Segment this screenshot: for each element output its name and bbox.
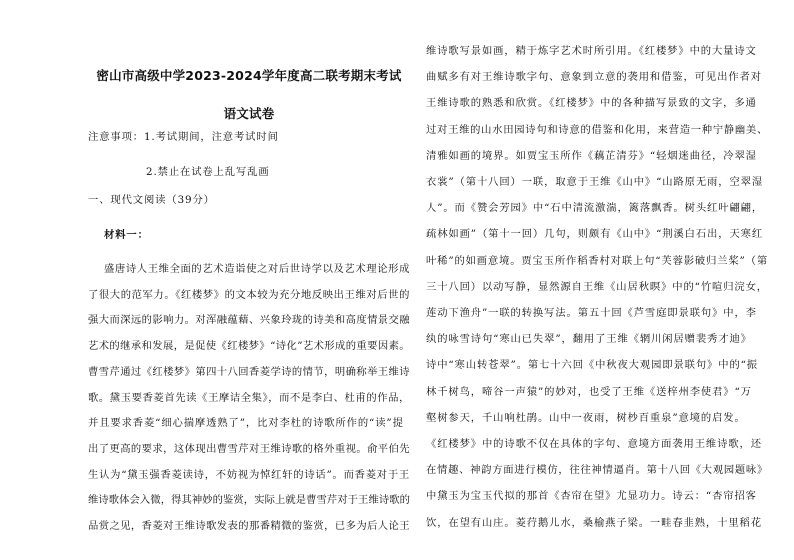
text-line: 林千树鸟，啼谷一声猿”的妙对，也受了王维《送梓州李使君》“万: [426, 385, 752, 398]
section-heading: 一、现代文阅读（39分）: [88, 194, 215, 206]
material-label: 材料一：: [104, 229, 149, 241]
text-line: 品赏之见，香菱对王维诗歌发表的那番精微的鉴赏，已多为后人论王: [88, 520, 410, 532]
text-line: 衣裳”（第十八回）一联，取意于王维《山中》“山路原无雨，空翠湿: [426, 176, 764, 188]
text-line: 维诗歌体会入微，得其神妙的鉴赏，实际上就是曹雪芹对于王维诗歌的: [88, 494, 410, 507]
text-line: 过对王维的山水田园诗句和诗意的借鉴和化用，来营造一种宁静幽美、: [426, 123, 768, 136]
text-line: 强大而深远的影响力。对浑融蕴藉、兴象玲珑的诗美和高度情景交融: [88, 314, 410, 327]
text-line: 在情趣、神韵方面进行模仿，往往神情逼肖。第十八回《大观园题咏》: [426, 464, 768, 477]
notes-line-1: 注意事项：1.考试期间，注意考试时间: [88, 131, 279, 143]
text-line: 曹雪芹通过《红楼梦》第四十八回香菱学诗的情节，明确称举王维诗: [88, 365, 410, 378]
text-line: 人”。而《赞会芳园》中“石中清流激湍，篱落飘香。树头红叶翩翩，: [426, 202, 764, 215]
text-line: 中黛玉为宝玉代拟的那首《杏帘在望》尤显功力。诗云：“杏帘招客: [426, 490, 757, 503]
exam-title: 密山市高级中学2023-2024学年度高二联考期末考试: [96, 68, 402, 83]
text-line: 纨的咏雪诗句“寒山已失翠”，翻用了王维《辋川闲居赠裴秀才迪》: [426, 333, 752, 346]
text-line: 三十八回）以动写静，显然源自王维《山居秋暝》中的“竹喧归浣女，: [426, 280, 768, 293]
subject-title: 语文试卷: [223, 106, 275, 121]
text-line: 生认为“黛玉强香菱读诗，不妨视为悼红轩的诗话”。而香菱对于王: [88, 468, 410, 481]
text-line: 莲动下渔舟”一联的转换写法。第五十回《芦雪庭即景联句》中，李: [426, 307, 757, 319]
text-line: 艺术的继承和发展，是促使《红楼梦》“诗化”艺术形成的重要因素。: [88, 340, 410, 353]
text-line: 维诗歌写景如画，精于炼字艺术时所引用。《红楼梦》中的大量诗文: [426, 45, 757, 57]
text-line: 疏林如画”（第十一回）几句，则颇有《山中》“荆溪白石出，天寒红: [426, 228, 764, 241]
text-line: 清雅如画的境界。如贾宝玉所作《藕芷清芬》“轻烟迷曲径，冷翠湿: [426, 149, 757, 162]
text-line: 曲赋多有对王维诗歌字句、意象到立意的袭用和借鉴，可见出作者对: [426, 71, 762, 84]
text-line: 《红楼梦》中的诗歌不仅在具体的字句、意境方面袭用王维诗歌，还: [426, 438, 762, 450]
text-line: 歌。黛玉要香菱首先读《王摩诘全集》，而不是李白、杜甫的作品，: [88, 391, 410, 404]
text-line: 了很大的范军力。《红楼梦》的文本较为充分地反映出王维对后世的: [88, 288, 410, 301]
text-line: 叶稀”的如画意境。贾宝玉所作稻香村对联上句“芙蓉影破归兰桨”（第: [426, 254, 768, 267]
text-line: 饮，在望有山庄。菱荇鹅儿水，桑榆燕子梁。一畦春韭熟，十里稻花: [426, 516, 762, 529]
text-line: 盛唐诗人王维全面的艺术造诣使之对后世诗学以及艺术理论形成: [104, 263, 410, 275]
text-line: 壑树参天，千山响杜鹃。山中一夜雨，树杪百重泉”意境的启发。: [426, 411, 746, 424]
text-line: 出了更高的要求，这体现出曹雪芹对王维诗歌的格外重视。俞平伯先: [88, 442, 410, 455]
text-line: 诗中“寒山转苍翠”。第七十六回《中秋夜大观园即景联句》中的“振: [426, 359, 759, 372]
text-line: 王维诗歌的熟悉和欣赏。《红楼梦》中的各种描写景致的文字，多通: [426, 97, 757, 110]
notes-line-2: 2.禁止在试卷上乱写乱画: [146, 166, 270, 178]
text-line: 并且要求香菱“细心揣摩透熟了”，比对李杜的诗歌所作的“读”提: [88, 417, 404, 430]
